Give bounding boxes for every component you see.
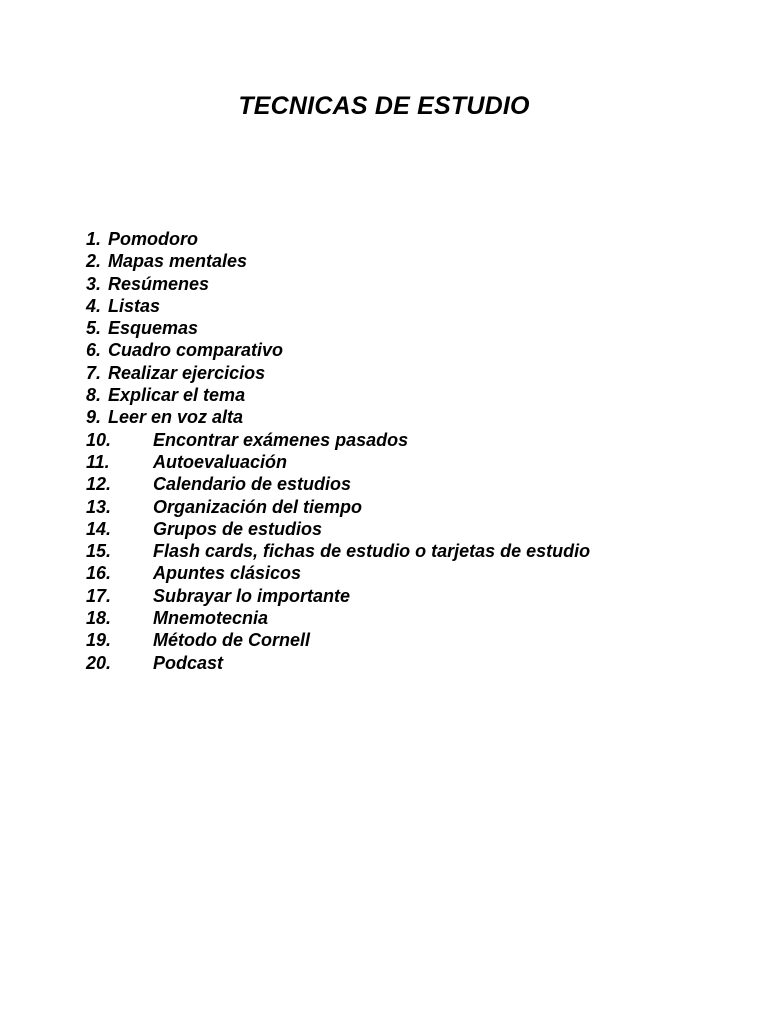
list-item bbox=[86, 250, 590, 272]
list-item-number: 5. bbox=[86, 318, 102, 339]
list-item bbox=[86, 295, 590, 317]
list-item-text: Apuntes clásicos bbox=[153, 563, 302, 584]
list-item-text: Resúmenes bbox=[108, 273, 210, 294]
list-item bbox=[86, 317, 590, 339]
list-item bbox=[86, 339, 590, 361]
list-item bbox=[86, 496, 590, 518]
list-item-number: 9. bbox=[86, 407, 102, 428]
list-item-text: Organización del tiempo bbox=[153, 496, 363, 517]
list-item-text: Listas bbox=[108, 295, 161, 316]
list-item-text: Podcast bbox=[153, 652, 224, 673]
technique-list bbox=[86, 228, 590, 674]
list-item bbox=[86, 652, 590, 674]
list-item-text: Encontrar exámenes pasados bbox=[153, 429, 409, 450]
list-item-number: 14. bbox=[86, 518, 112, 539]
list-item-number: 13. bbox=[86, 496, 112, 517]
list-item-text: Mapas mentales bbox=[108, 251, 248, 272]
list-item-number: 11. bbox=[86, 451, 110, 472]
list-item-number: 15. bbox=[86, 541, 112, 562]
list-item-text: Flash cards, fichas de estudio o tarjetas de estudio bbox=[153, 541, 591, 562]
list-item-number: 18. bbox=[86, 608, 112, 629]
list-item-number: 3. bbox=[86, 273, 102, 294]
list-item-text: Explicar el tema bbox=[108, 385, 246, 406]
list-item bbox=[86, 473, 590, 495]
list-item-number: 1. bbox=[86, 229, 102, 249]
list-item bbox=[86, 585, 590, 607]
list-item bbox=[86, 384, 590, 406]
list-item bbox=[86, 451, 590, 473]
list-item bbox=[86, 273, 590, 295]
list-item-number: 20. bbox=[86, 652, 112, 673]
page-title: TECNICAS DE ESTUDIO bbox=[238, 92, 530, 120]
list-item-text: Autoevaluación bbox=[153, 451, 288, 472]
list-item-number: 8. bbox=[86, 385, 102, 406]
list-item-number: 12. bbox=[86, 474, 112, 495]
list-item bbox=[86, 429, 590, 451]
list-item bbox=[86, 362, 590, 384]
list-item-number: 6. bbox=[86, 340, 102, 361]
list-item-text: Pomodoro bbox=[108, 229, 198, 249]
list-item bbox=[86, 562, 590, 584]
list-item-text: Método de Cornell bbox=[153, 630, 310, 651]
list-item-number: 7. bbox=[86, 362, 102, 383]
list-item-number: 4. bbox=[86, 295, 102, 316]
list-item-number: 2. bbox=[86, 251, 102, 272]
list-item bbox=[86, 518, 590, 540]
list-item-number: 17. bbox=[86, 585, 112, 606]
list-item-text: Subrayar lo importante bbox=[153, 585, 351, 606]
list-item-text: Esquemas bbox=[108, 318, 199, 339]
list-item bbox=[86, 629, 590, 651]
list-item-text: Cuadro comparativo bbox=[108, 340, 284, 361]
list-item-number: 10. bbox=[86, 429, 112, 450]
list-item-text: Realizar ejercicios bbox=[108, 362, 266, 383]
list-item bbox=[86, 540, 590, 562]
list-item-number: 19. bbox=[86, 630, 112, 651]
list-item bbox=[86, 228, 590, 250]
list-item-text: Calendario de estudios bbox=[153, 474, 352, 495]
list-item bbox=[86, 607, 590, 629]
list-item-number: 16. bbox=[86, 563, 112, 584]
list-item bbox=[86, 406, 590, 428]
list-item-text: Mnemotecnia bbox=[153, 608, 269, 629]
list-item-text: Leer en voz alta bbox=[108, 407, 244, 428]
list-item-text: Grupos de estudios bbox=[153, 518, 323, 539]
